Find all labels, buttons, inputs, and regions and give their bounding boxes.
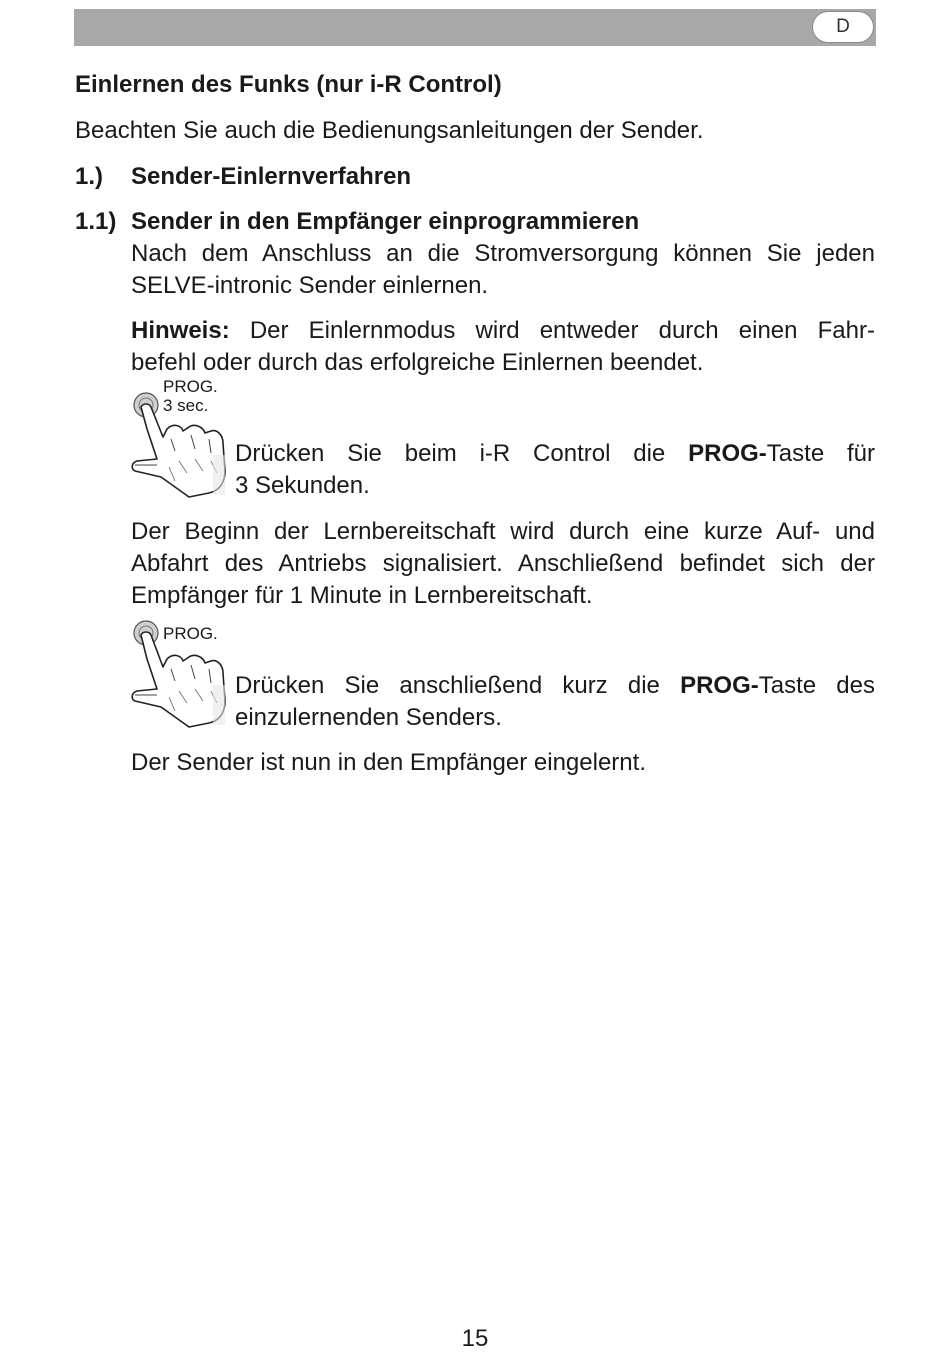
paragraph-line: Der Beginn der Lernbereitschaft wird durch eine kurze Auf- und <box>131 518 875 545</box>
figure-2-text-bold: PROG- <box>680 672 759 699</box>
figure-2-text-line: einzulernenden Senders. <box>235 704 502 731</box>
figure-2-text-post: Taste des <box>758 672 875 699</box>
figure-1-text-line <box>235 438 875 470</box>
page-number: 15 <box>461 1325 489 1352</box>
header-bar <box>74 9 876 46</box>
note-text: Der Einlernmodus wird entweder durch einen Fahr- <box>249 317 875 344</box>
step-title: Sender-Einlernverfahren <box>131 163 412 190</box>
note-line: befehl oder durch das erfolgreiche Einlernen beendet. <box>131 349 704 376</box>
substep-body-line: Nach dem Anschluss an die Stromversorgung können Sie jeden <box>131 240 875 267</box>
duration-label: 3 sec. <box>163 396 209 415</box>
figure-2-text-line <box>235 670 875 702</box>
step-number: 1.) <box>75 163 104 190</box>
paragraph-line: Empfänger für 1 Minute in Lernbereitschaft. <box>131 582 593 609</box>
substep-title: Sender in den Empfänger einprogrammieren <box>131 208 640 235</box>
intro-text: Beachten Sie auch die Bedienungsanleitungen der Sender. <box>75 117 704 144</box>
figure-1-text-pre: Drücken Sie beim i-R Control die <box>235 440 689 467</box>
prog-label: PROG. <box>163 377 218 396</box>
figure-1-text-post: Taste für <box>766 440 875 467</box>
final-text: Der Sender ist nun in den Empfänger eingelernt. <box>131 749 646 776</box>
prog-label: PROG. <box>163 624 218 643</box>
language-badge: D <box>812 11 874 43</box>
figure-1-text-line: 3 Sekunden. <box>235 472 370 499</box>
figure-2-text-pre: Drücken Sie anschließend kurz die <box>235 672 681 699</box>
note-line <box>131 315 875 347</box>
section-title: Einlernen des Funks (nur i-R Control) <box>75 71 502 98</box>
paragraph-line: Abfahrt des Antriebs signalisiert. Anschließend befindet sich der <box>131 550 875 577</box>
substep-body-line: SELVE-intronic Sender einlernen. <box>131 272 489 299</box>
note-label: Hinweis: <box>131 317 230 344</box>
substep-number: 1.1) <box>75 208 117 235</box>
figure-1-text-bold: PROG- <box>688 440 767 467</box>
